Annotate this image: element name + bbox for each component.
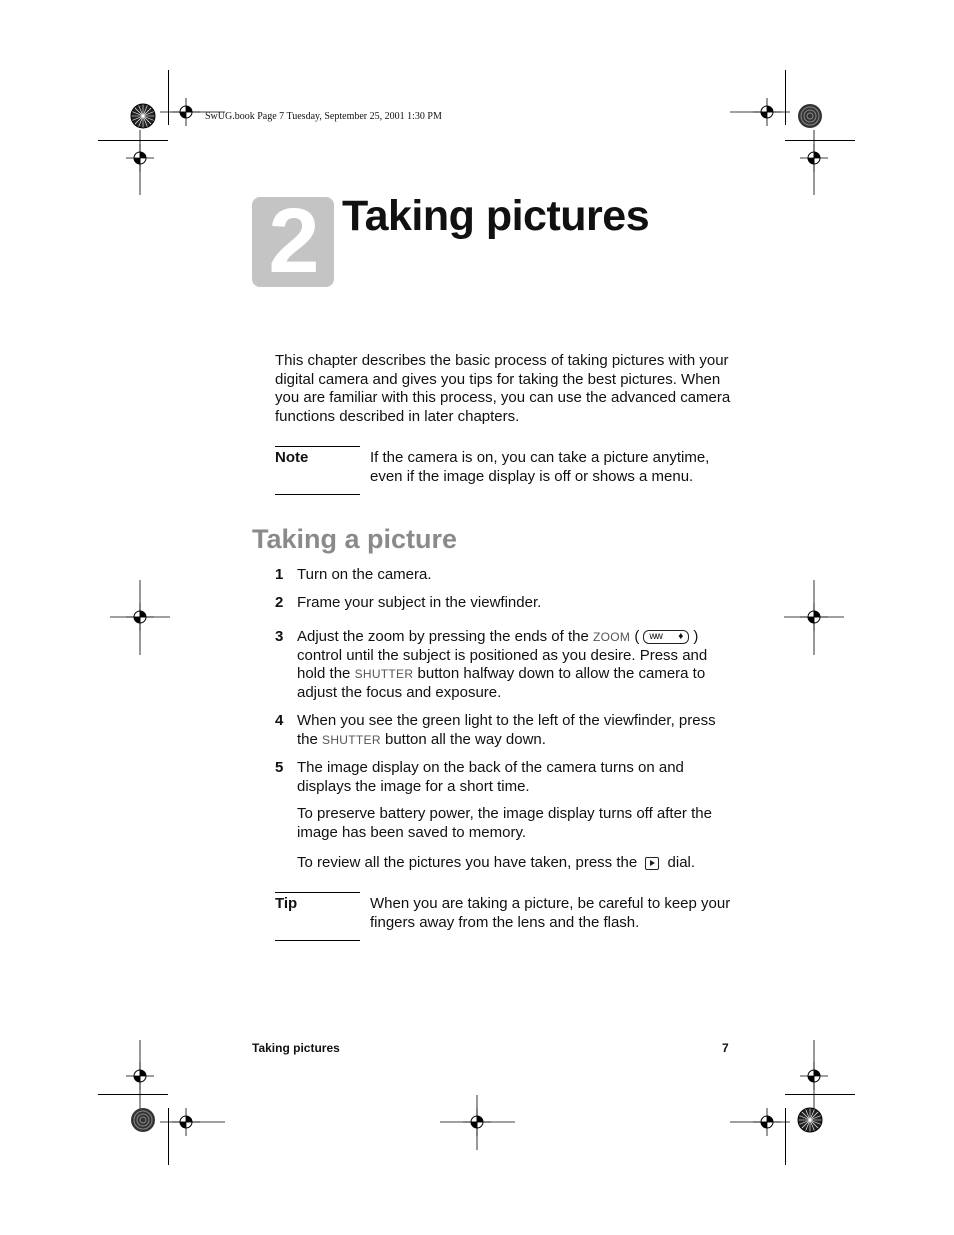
section-title: Taking a picture xyxy=(252,524,458,554)
step-text xyxy=(297,712,737,749)
zoom-label: ZOOM xyxy=(593,630,631,644)
chapter-title: Taking pictures xyxy=(342,192,650,240)
step-extra-text: To preserve battery power, the image display turns off after the image has been saved to memory. xyxy=(297,805,712,841)
step-text-part: When you see the green light to the left of the viewfinder, press the xyxy=(297,712,716,748)
step-extra-text xyxy=(297,854,737,873)
page-number: 7 xyxy=(722,1041,729,1055)
chapter-number-box xyxy=(252,197,334,287)
step-number: 5 xyxy=(275,759,284,776)
step-number: 2 xyxy=(275,594,284,611)
tip-text: When you are taking a picture, be careful to keep your fingers away from the lens and the flash. xyxy=(370,895,731,931)
playback-icon xyxy=(645,857,659,870)
chapter-number: 2 xyxy=(268,197,318,287)
radial-target-icon xyxy=(798,1108,822,1132)
shutter-label: SHUTTER xyxy=(322,732,381,747)
step-text: The image display on the back of the camera turns on and displays the image for a short time. xyxy=(297,759,684,795)
tip-label: Tip xyxy=(275,895,298,912)
radial-target-icon xyxy=(131,104,155,128)
step-number: 4 xyxy=(275,712,284,729)
step-number: 1 xyxy=(275,566,284,583)
step-text-part: button halfway down to allow the camera to adjust the focus and exposure. xyxy=(297,665,706,702)
intro-paragraph: This chapter describes the basic process of taking pictures with your digital camera and gives you tips for taking the best pictures. When you are familiar with this process, you can use the advanced camera functions described in later chapters. xyxy=(275,352,731,426)
radial-target-icon xyxy=(131,1108,155,1132)
footer-chapter-title: Taking pictures xyxy=(252,1041,340,1055)
step-text-part: dial. xyxy=(667,854,696,871)
step-text-part: To review all the pictures you have taken, press the xyxy=(297,854,638,871)
step-text: Frame your subject in the viewfinder. xyxy=(297,594,542,611)
print-header: SwUG.book Page 7 Tuesday, September 25, 2001 1:30 PM xyxy=(205,111,442,122)
step-number: 3 xyxy=(275,628,284,645)
note-text: If the camera is on, you can take a picture anytime, even if the image display is off or shows a menu. xyxy=(370,449,710,485)
step-text-part: control until the subject is positioned as you desire. Press and hold the xyxy=(297,646,708,683)
radial-target-icon xyxy=(798,104,822,128)
note-label: Note xyxy=(275,449,309,466)
step-text-part: button all the way down. xyxy=(384,730,546,748)
step-text: Turn on the camera. xyxy=(297,566,432,583)
step-text-part: Adjust the zoom by pressing the ends of the xyxy=(297,628,589,645)
zoom-rocker-icon: ww ♦ xyxy=(643,630,689,644)
shutter-label: SHUTTER xyxy=(354,667,414,682)
step-text: Adjust the zoom by pressing the ends of the ZOOM ( ww ♦ ) control until the subject is positioned as you desire. Press and hold the SHUTTER button halfway down to allow the camera to adjust the focus and exposure. xyxy=(297,628,708,702)
